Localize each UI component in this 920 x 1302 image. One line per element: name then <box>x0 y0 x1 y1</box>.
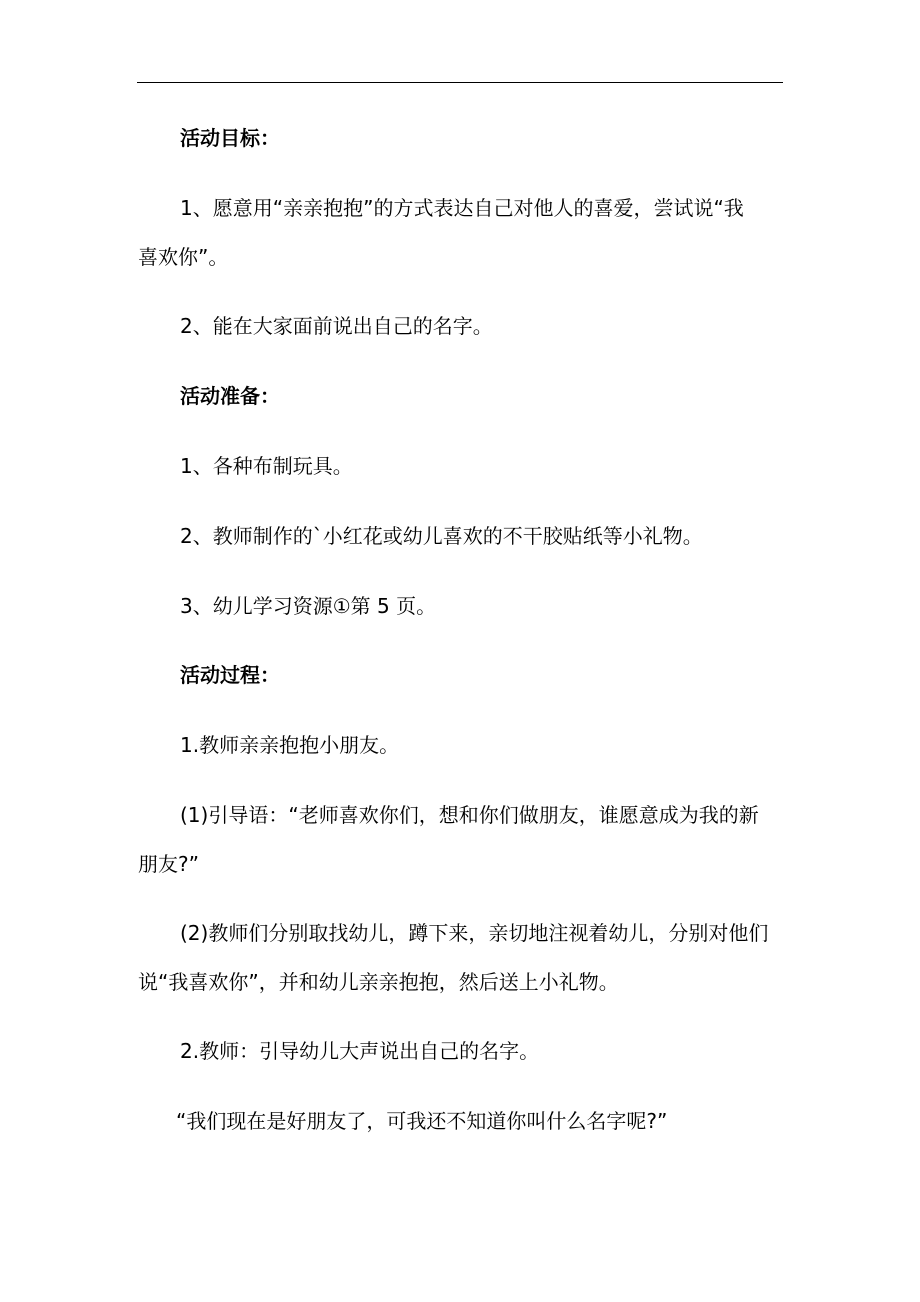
goal-1-line-1: 1、愿意用“亲亲抱抱”的方式表达自己对他人的喜爱，尝试说“我 <box>180 196 744 220</box>
process-2: 2.教师：引导幼儿大声说出自己的名字。 <box>180 1039 540 1063</box>
heading-activity-preparation: 活动准备： <box>180 384 280 408</box>
process-2-quote: “我们现在是好朋友了，可我还不知道你叫什么名字呢?” <box>176 1109 668 1133</box>
prep-3: 3、幼儿学习资源①第 5 页。 <box>180 594 437 618</box>
process-1b-line-2: 说“我喜欢你”，并和幼儿亲亲抱抱，然后送上小礼物。 <box>138 970 619 994</box>
prep-2: 2、教师制作的`小红花或幼儿喜欢的不干胶贴纸等小礼物。 <box>180 524 703 548</box>
process-1a-line-1: (1)引导语：“老师喜欢你们，想和你们做朋友，谁愿意成为我的新 <box>180 803 759 827</box>
header-rule <box>137 82 783 83</box>
prep-1: 1、各种布制玩具。 <box>180 454 353 478</box>
goal-2: 2、能在大家面前说出自己的名字。 <box>180 314 493 338</box>
heading-activity-process: 活动过程： <box>180 663 280 687</box>
process-1: 1.教师亲亲抱抱小朋友。 <box>180 733 400 757</box>
heading-activity-goals: 活动目标： <box>180 126 280 150</box>
process-1b-line-1: (2)教师们分别取找幼儿，蹲下来，亲切地注视着幼儿，分别对他们 <box>180 921 769 945</box>
process-1a-line-2: 朋友?” <box>138 852 199 876</box>
goal-1-line-2: 喜欢你”。 <box>138 245 229 269</box>
